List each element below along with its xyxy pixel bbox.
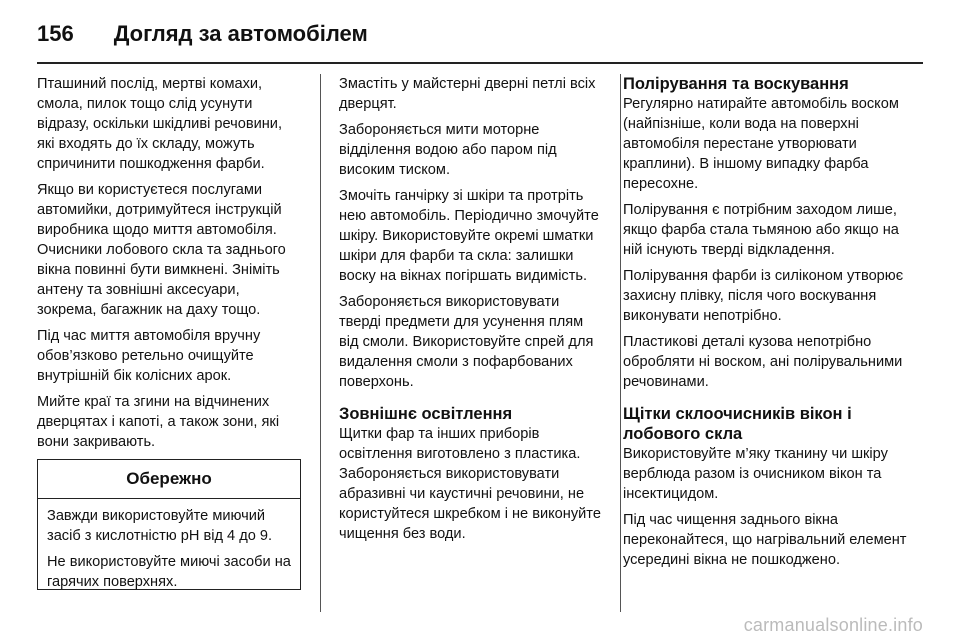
heading-wiper-blades: Щітки склоочисників вікон і лобового скла [623,405,852,443]
paragraph-car-wash: Якщо ви користуєтеся послугами автомийки, дотримуйтеся інструкцій виробника щодо миття автомобіля. Очисники лобового скла та заднього вікна повинні бути вимкнені. Зніміть антену та зовнішні аксесуари, зокрема, багажник на даху тощо. [37,182,286,318]
paragraph-bird-droppings: Пташиний послід, мертві комахи, смола, пилок тощо слід усунути відразу, оскільки шкідливі речовини, які входять до їх складу, можуть спричинити пошкодження фарби. [37,76,283,172]
header-rule [37,62,923,64]
column-right [623,74,913,576]
paragraph-tar-spots: Забороняється використовувати тверді предмети для усунення плям від смоли. Використовуйте спрей для видалення смоли з пофарбованих поверхонь. [339,294,594,390]
column-divider [620,74,621,612]
heading-polishing-waxing: Полірування та воскування [623,75,849,93]
paragraph-hinges: Змастіть у майстерні дверні петлі всіх дверцят. [339,76,596,112]
paragraph-waxing: Регулярно натирайте автомобіль воском (найпізніше, коли вода на поверхні автомобіля перестане утворювати краплини). В іншому випадку фарба пересохне. [623,96,899,192]
caution-hot-surface-text: Не використовуйте миючі засоби на гарячих поверхнях. [47,554,291,590]
caution-box [37,459,301,590]
heading-exterior-lights: Зовнішнє освітлення [339,405,513,423]
page-number: 156 [37,21,74,46]
caution-ph-text: Завжди використовуйте миючий засіб з кислотністю pH від 4 до 9. [47,508,273,544]
paragraph-chamois: Змочіть ганчірку зі шкіри та протріть нею автомобіль. Періодично змочуйте шкіру. Використовуйте окремі шматки шкіри для фарби та скла: залишки воску на вікнах погіршать видимість. [339,188,599,284]
caution-title: Обережно [38,460,300,499]
column-divider [320,74,321,612]
paragraph-polishing-needed: Полірування є потрібним заходом лише, якщо фарба стала тьмяною або якщо на ній існують тверді відкладення. [623,202,899,258]
caution-body [38,499,300,592]
page-title: Догляд за автомобілем [113,21,368,46]
paragraph-door-edges: Мийте краї та згини на відчинених дверцятах і капоті, а також зони, які вони закривають. [37,394,280,450]
paragraph-silicone-polish: Полірування фарби із силіконом утворює захисну плівку, після чого воскування виконувати непотрібно. [623,268,904,324]
paragraph-wheel-arches: Під час миття автомобіля вручну обов’язково ретельно очищуйте внутрішній бік колісних арок. [37,328,261,384]
paragraph-engine-bay: Забороняється мити моторне відділення водою або паром під високим тиском. [339,122,557,178]
paragraph-light-covers: Щитки фар та інших приборів освітлення виготовлено з пластика. Забороняється використовувати абразивні чи каустичні речовини, не користуйтеся шкребком і не виконуйте чищення без води. [339,426,601,542]
column-left [37,74,303,458]
column-middle [339,74,605,550]
paragraph-plastic-parts: Пластикові деталі кузова непотрібно обробляти ні воском, ані полірувальними речовинами. [623,334,903,390]
page-header [37,14,368,54]
watermark: carmanualsonline.info [743,615,923,635]
paragraph-soft-cloth: Використовуйте м’яку тканину чи шкіру верблюда разом із очисником вікон та інсектицидом. [623,446,888,502]
paragraph-rear-window-heater: Під час чищення заднього вікна переконайтеся, що нагрівальний елемент усередині вікна не пошкоджено. [623,512,907,568]
